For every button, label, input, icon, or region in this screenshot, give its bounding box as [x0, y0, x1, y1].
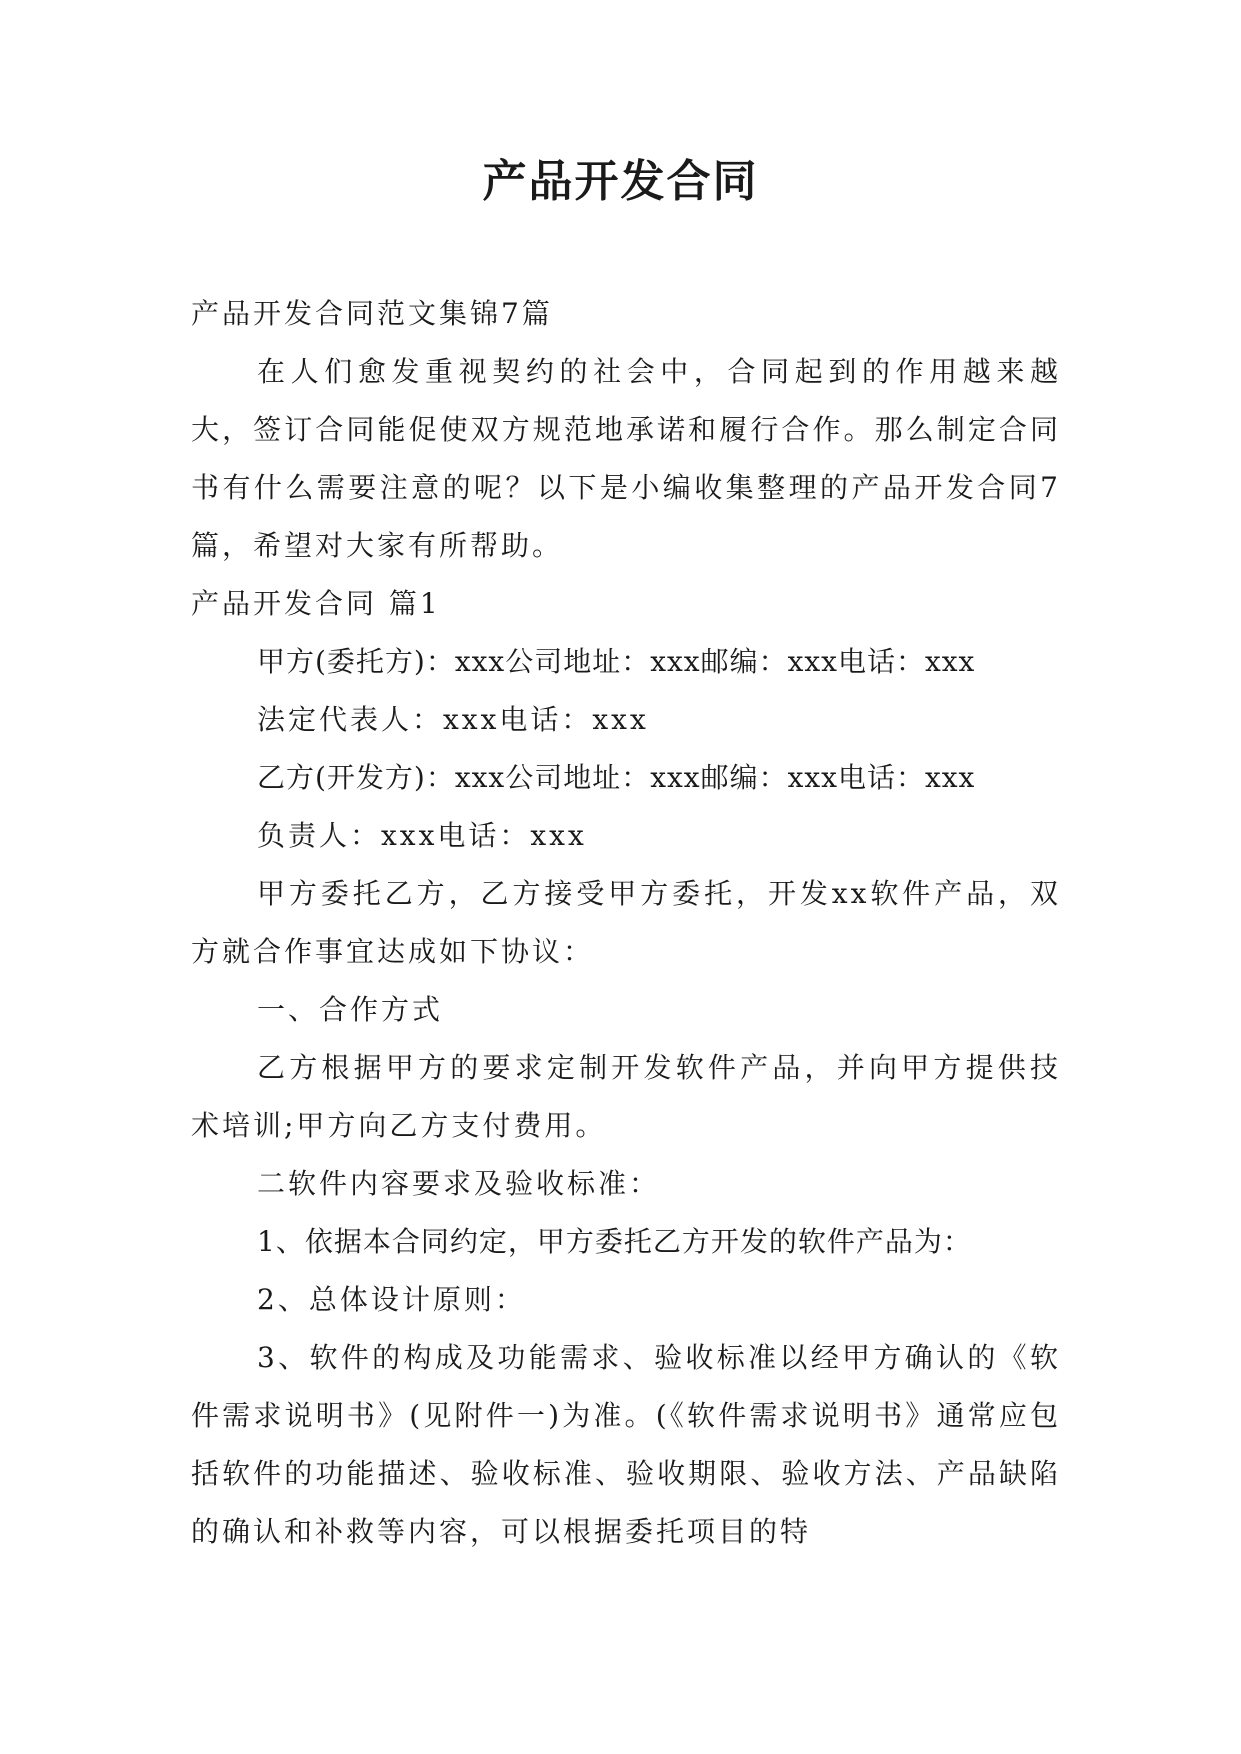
document-body: [191, 285, 1061, 1561]
party-b-responsible: 负责人：xxx电话：xxx: [257, 819, 587, 852]
party-b-info: 乙方(开发方)：xxx公司地址：xxx邮编：xxx电话：xxx: [257, 761, 976, 794]
section-heading: 产品开发合同 篇1: [191, 587, 441, 620]
clause-item-2: 2、总体设计原则：: [257, 1283, 526, 1316]
party-a-representative: 法定代表人：xxx电话：xxx: [257, 703, 649, 736]
clause-paragraph-1: 乙方根据甲方的要求定制开发软件产品，并向甲方提供技术培训;甲方向乙方支付费用。: [191, 1051, 1061, 1142]
agreement-paragraph: 甲方委托乙方，乙方接受甲方委托，开发xx软件产品，双方就合作事宜达成如下协议：: [191, 877, 1061, 968]
clause-heading-1: 一、合作方式: [257, 993, 444, 1026]
subtitle-line: 产品开发合同范文集锦7篇: [191, 297, 553, 330]
document-title: 产品开发合同: [482, 156, 759, 207]
clause-item-1: 1、依据本合同约定，甲方委托乙方开发的软件产品为：: [257, 1225, 972, 1258]
intro-paragraph: 在人们愈发重视契约的社会中，合同起到的作用越来越大，签订合同能促使双方规范地承诺和履行合作。那么制定合同书有什么需要注意的呢？以下是小编收集整理的产品开发合同7篇，希望对大家有所帮助。: [191, 355, 1061, 562]
clause-item-3: 3、软件的构成及功能需求、验收标准以经甲方确认的《软件需求说明书》(见附件一)为准。(《软件需求说明书》通常应包括软件的功能描述、验收标准、验收期限、验收方法、产品缺陷的确认和补救等内容，可以根据委托项目的特: [191, 1341, 1061, 1548]
clause-heading-2: 二软件内容要求及验收标准：: [257, 1167, 661, 1200]
party-a-info: 甲方(委托方)：xxx公司地址：xxx邮编：xxx电话：xxx: [257, 645, 976, 678]
